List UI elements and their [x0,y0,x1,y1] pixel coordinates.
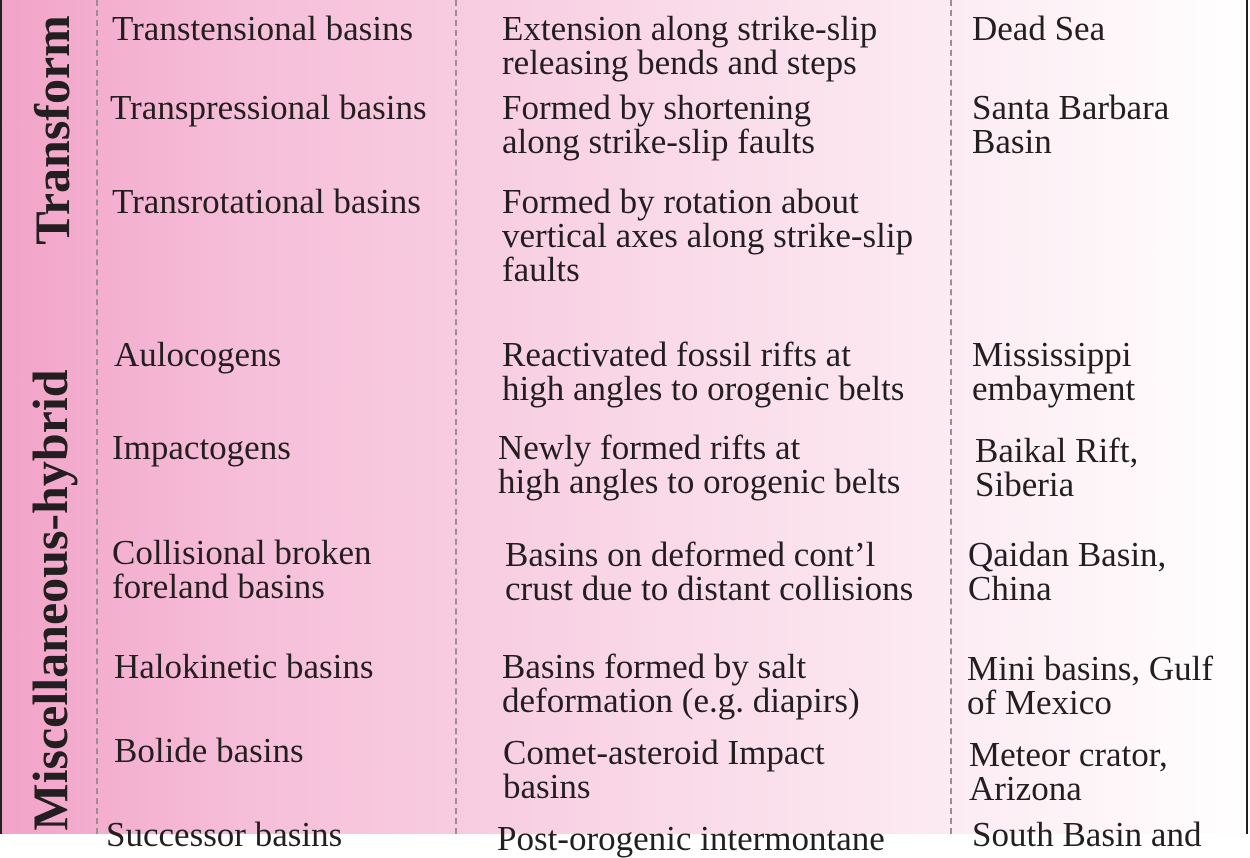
basin-type-cell: Transtensional basins [112,9,414,48]
basin-type-cell: Impactogens [112,428,291,467]
example-cell: Dead Sea [972,9,1106,48]
example-cell: Mini basins, Gulf of Mexico [967,649,1213,722]
column-divider-category [96,0,98,834]
example-cell: Qaidan Basin, China [968,535,1167,608]
group-label-transform: Transform [24,15,80,245]
mechanism-cell: Newly formed rifts at high angles to orogenic belts [498,428,901,501]
mechanism-cell: Basins formed by salt deformation (e.g. diapirs) [502,647,860,720]
mechanism-cell: Reactivated fossil rifts at high angles to orogenic belts [502,335,905,408]
mechanism-cell: Formed by shortening along strike-slip faults [502,88,816,161]
column-divider-mechanism [950,0,952,834]
example-cell: Mississippi embayment [972,335,1136,408]
mechanism-cell: Extension along strike-slip releasing bends and steps [502,9,878,82]
mechanism-cell: Formed by rotation about vertical axes along strike-slip faults [502,182,914,289]
example-cell: Baikal Rift, Siberia [975,431,1139,504]
basin-type-cell: Successor basins [106,815,343,854]
table-left-border [0,0,2,834]
basin-type-cell: Halokinetic basins [114,647,374,686]
basin-type-cell: Aulocogens [114,335,282,374]
mechanism-cell: Basins on deformed cont’l crust due to distant collisions [505,535,914,608]
basin-type-cell: Collisional broken foreland basins [112,533,372,606]
table-right-border [1246,0,1248,834]
example-cell: Meteor crator, Arizona [969,735,1168,808]
example-cell: South Basin and [972,815,1202,854]
example-cell: Santa Barbara Basin [972,88,1170,161]
basin-type-cell: Bolide basins [114,731,304,770]
basin-type-cell: Transrotational basins [112,182,421,221]
basin-type-cell: Transpressional basins [110,88,427,127]
mechanism-cell: Post-orogenic intermontane [497,819,885,858]
column-divider-type [455,0,457,834]
mechanism-cell: Comet-asteroid Impact basins [503,733,825,806]
group-label-miscellaneous-hybrid: Miscellaneous-hybrid [22,369,78,831]
